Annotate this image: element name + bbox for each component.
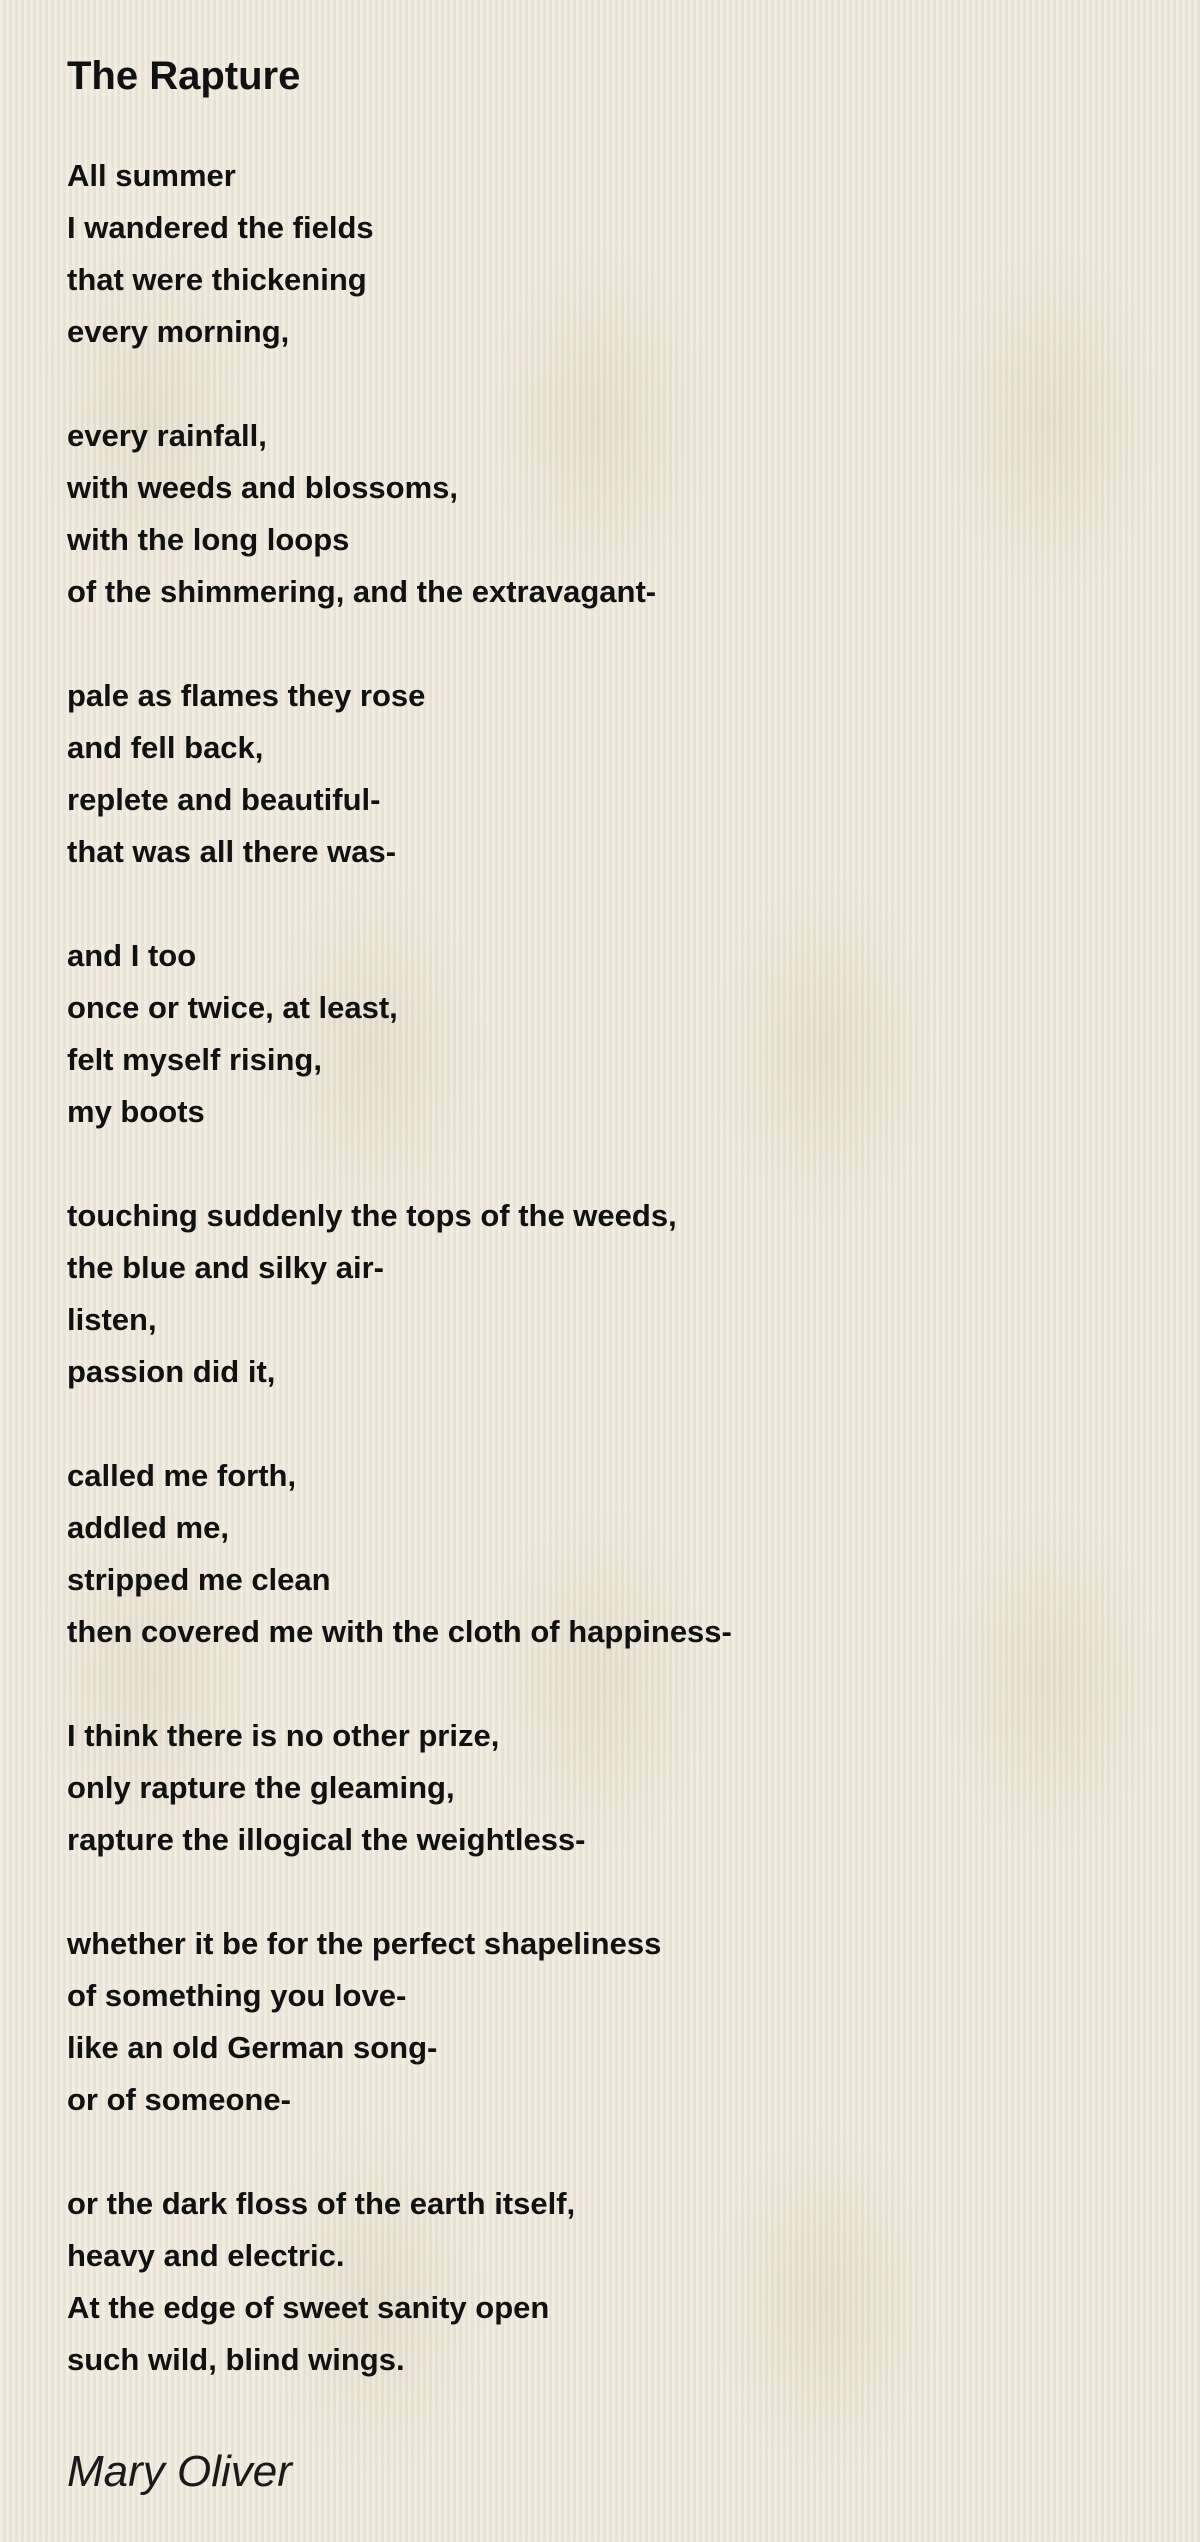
poem-line: only rapture the gleaming, [67, 1770, 455, 1805]
poem-line: and I too [67, 938, 197, 973]
poem-line: replete and beautiful- [67, 782, 381, 817]
poem-line: that was all there was- [67, 834, 397, 869]
poem-stanza [67, 150, 1147, 358]
poem-line: I wandered the fields [67, 210, 374, 245]
poem-author: Mary Oliver [67, 2447, 292, 2496]
poem-line: touching suddenly the tops of the weeds, [67, 1198, 677, 1233]
poem-line: listen, [67, 1302, 157, 1337]
poem-line: every morning, [67, 314, 290, 349]
poem-line: rapture the illogical the weightless- [67, 1822, 586, 1857]
poem-line: passion did it, [67, 1354, 276, 1389]
poem-line: of something you love- [67, 1978, 407, 2013]
poem-line: once or twice, at least, [67, 990, 398, 1025]
poem-body [67, 150, 1147, 2386]
poem-line: every rainfall, [67, 418, 267, 453]
poem-stanza [67, 1190, 1147, 1398]
poem-line: and fell back, [67, 730, 264, 765]
poem-line: that were thickening [67, 262, 367, 297]
poem-line: such wild, blind wings. [67, 2342, 405, 2377]
poem-line: of the shimmering, and the extravagant- [67, 574, 657, 609]
poem-line: I think there is no other prize, [67, 1718, 500, 1753]
poem-line: with the long loops [67, 522, 350, 557]
poem-stanza [67, 1918, 1147, 2126]
poem-stanza [67, 2178, 1147, 2386]
poem-line: the blue and silky air- [67, 1250, 384, 1285]
poem-stanza [67, 930, 1147, 1138]
poem-line: stripped me clean [67, 1562, 331, 1597]
poem-line: or of someone- [67, 2082, 291, 2117]
poem-line: like an old German song- [67, 2030, 438, 2065]
poem-title: The Rapture [67, 54, 301, 98]
poem-line: pale as flames they rose [67, 678, 426, 713]
poem-line: heavy and electric. [67, 2238, 345, 2273]
poem-line: At the edge of sweet sanity open [67, 2290, 550, 2325]
poem-line: or the dark floss of the earth itself, [67, 2186, 576, 2221]
poem-stanza [67, 1450, 1147, 1658]
poem-stanza [67, 1710, 1147, 1866]
poem-line: All summer [67, 158, 236, 193]
poem-line: with weeds and blossoms, [67, 470, 459, 505]
poem-stanza [67, 410, 1147, 618]
poem-line: then covered me with the cloth of happiness- [67, 1614, 732, 1649]
poem-line: my boots [67, 1094, 205, 1129]
poem-stanza [67, 670, 1147, 878]
poem-line: whether it be for the perfect shapeliness [67, 1926, 662, 1961]
poem-line: felt myself rising, [67, 1042, 322, 1077]
poem-line: addled me, [67, 1510, 229, 1545]
poem-page [67, 50, 1147, 2500]
poem-line: called me forth, [67, 1458, 297, 1493]
